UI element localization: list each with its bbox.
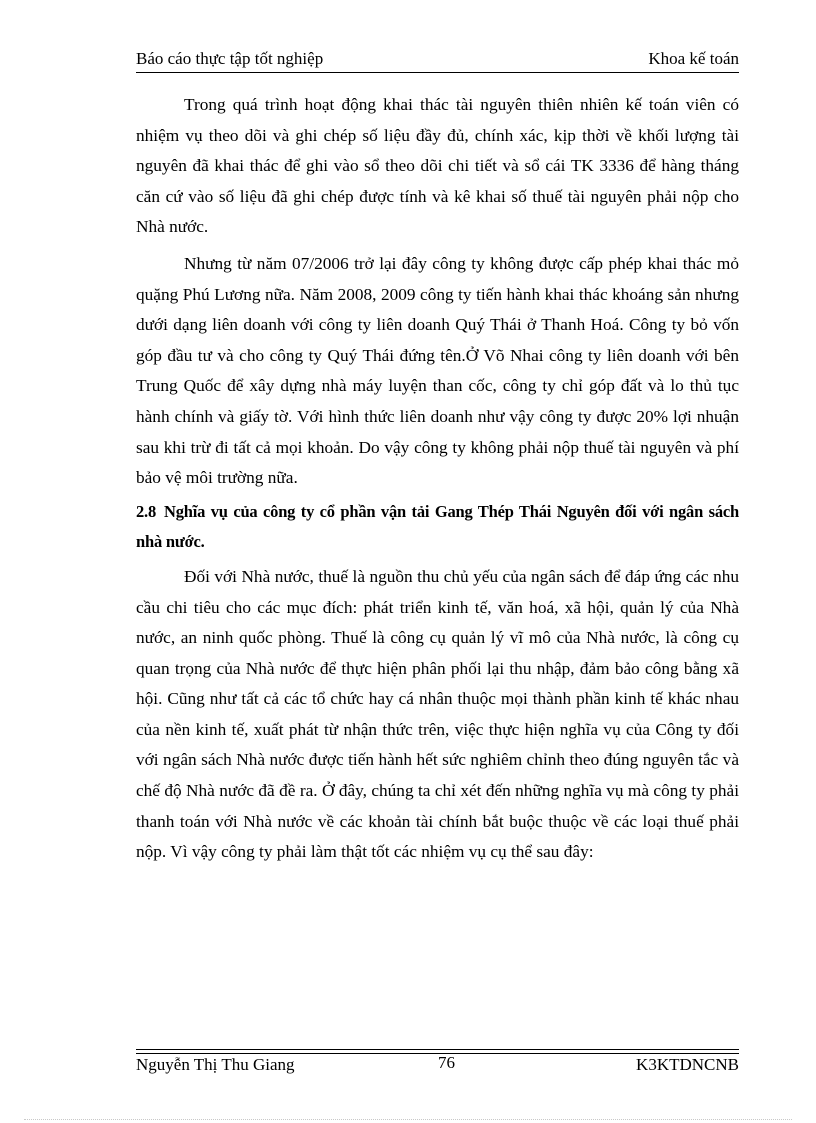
header-department: Khoa kế toán: [648, 49, 739, 68]
body-paragraph-3: Đối với Nhà nước, thuế là nguồn thu chủ yếu của ngân sách để đáp ứng các nhu cầu chi tiêu cho các mục đích: phát triển kinh tế, văn hoá, xã hội, quản lý của Nhà nước, an ninh quốc phòng. Thuế là công cụ quản lý vĩ mô của Nhà nước, là công cụ quan trọng của Nhà nước để thực hiện phân phối lại thu nhập, đảm bảo công bằng xã hội. Cũng như tất cả các tổ chức hay cá nhân thuộc mọi thành phần kinh tế khác nhau của nền kinh tế, xuất phát từ nhận thức trên, việc thực hiện nghĩa vụ của Công ty đối với ngân sách Nhà nước được tiến hành hết sức nghiêm chỉnh theo đúng nguyên tắc và chế độ Nhà nước đã đề ra. Ở đây, chúng ta chỉ xét đến những nghĩa vụ mà công ty phải thanh toán với Nhà nước về các khoản tài chính bắt buộc thuộc về các loại thuế phải nộp. Vì vậy công ty phải làm thật tốt các nhiệm vụ cụ thể sau đây:: [136, 566, 739, 862]
footer-author: Nguyễn Thị Thu Giang: [136, 1055, 295, 1074]
body-paragraph-2: Nhưng từ năm 07/2006 trở lại đây công ty không được cấp phép khai thác mỏ quặng Phú Lương nữa. Năm 2008, 2009 công ty tiến hành khai thác khoáng sản nhưng dưới dạng liên doanh với công ty liên doanh Quý Thái ở Thanh Hoá. Công ty bỏ vốn góp đầu tư và cho công ty Quý Thái đứng tên.Ở Võ Nhai công ty liên doanh với bên Trung Quốc để xây dựng nhà máy luyện than cốc, công ty chỉ góp đất và lo thủ tục hành chính và giấy tờ. Với hình thức liên doanh như vậy công ty được 20% lợi nhuận sau khi trừ đi tất cả mọi khoản. Do vậy công ty không phải nộp thuế tài nguyên và phí bảo vệ môi trường nữa.: [136, 253, 739, 488]
section-title: Nghĩa vụ của công ty cổ phần vận tải Gang Thép Thái Nguyên đối với ngân sách nhà nước.: [136, 501, 739, 552]
section-number: 2.8: [136, 501, 157, 521]
body-paragraph-1: Trong quá trình hoạt động khai thác tài nguyên thiên nhiên kế toán viên có nhiệm vụ theo dõi và ghi chép số liệu đầy đủ, chính xác, kịp thời về khối lượng tài nguyên đã khai thác để ghi vào sổ theo dõi chi tiết và sổ cái TK 3336 để hàng tháng căn cứ vào số liệu đã ghi chép được tính và kê khai số thuế tài nguyên phải nộp cho Nhà nước.: [136, 95, 739, 237]
section-heading: [136, 497, 739, 558]
page-bottom-edge: [24, 1119, 792, 1120]
page-body: [136, 90, 739, 868]
page-header: [136, 47, 739, 71]
header-divider: [136, 72, 739, 73]
footer-page-number: 76: [438, 1053, 455, 1072]
page-footer: [136, 1053, 739, 1077]
footer-class-code: K3KTDNCNB: [636, 1055, 739, 1074]
header-report-title: Báo cáo thực tập tốt nghiệp: [136, 49, 324, 68]
